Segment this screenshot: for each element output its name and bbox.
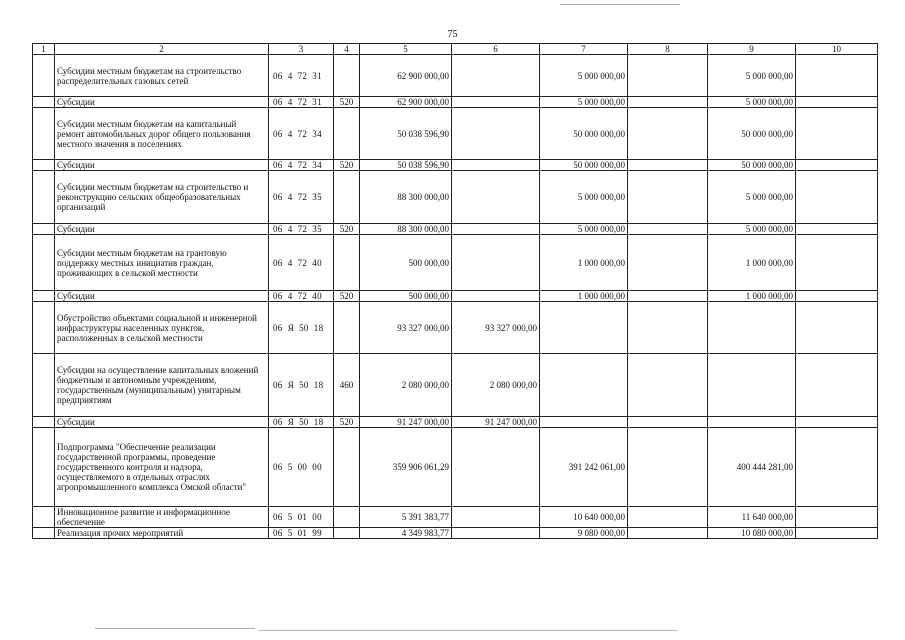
row-index-cell bbox=[33, 97, 55, 108]
row-code-cell: 06 4 72 31 bbox=[269, 97, 334, 108]
row-value-cell: 5 000 000,00 bbox=[540, 171, 628, 224]
row-value-cell: 93 327 000,00 bbox=[452, 302, 540, 354]
row-name-cell: Субсидии bbox=[55, 160, 269, 171]
row-name-cell: Субсидии местным бюджетам на капитальный ремонт автомобильных дорог общего пользования местного значения в поселениях bbox=[55, 108, 269, 160]
row-code-cell: 06 4 72 40 bbox=[269, 235, 334, 291]
table-row bbox=[33, 507, 878, 528]
row-value-cell bbox=[796, 507, 878, 528]
row-value-cell: 88 300 000,00 bbox=[360, 171, 452, 224]
row-index-cell bbox=[33, 417, 55, 428]
row-type-cell bbox=[334, 55, 360, 97]
row-value-cell bbox=[452, 528, 540, 539]
row-value-cell bbox=[540, 302, 628, 354]
row-value-cell bbox=[796, 224, 878, 235]
row-value-cell bbox=[628, 55, 708, 97]
row-value-cell: 400 444 281,00 bbox=[708, 428, 796, 507]
header-row bbox=[33, 44, 878, 55]
row-value-cell bbox=[628, 528, 708, 539]
row-type-cell bbox=[334, 507, 360, 528]
row-value-cell bbox=[628, 224, 708, 235]
column-header: 7 bbox=[540, 44, 628, 55]
row-value-cell bbox=[628, 171, 708, 224]
row-value-cell: 1 000 000,00 bbox=[540, 291, 628, 302]
row-value-cell: 62 900 000,00 bbox=[360, 55, 452, 97]
row-value-cell bbox=[452, 235, 540, 291]
row-index-cell bbox=[33, 160, 55, 171]
row-value-cell bbox=[628, 428, 708, 507]
row-value-cell bbox=[796, 302, 878, 354]
row-code-cell: 06 4 72 34 bbox=[269, 160, 334, 171]
row-value-cell bbox=[796, 55, 878, 97]
row-type-cell bbox=[334, 428, 360, 507]
row-code-cell: 06 4 72 40 bbox=[269, 291, 334, 302]
row-value-cell bbox=[796, 235, 878, 291]
row-value-cell bbox=[796, 171, 878, 224]
table-row bbox=[33, 291, 878, 302]
table-row bbox=[33, 171, 878, 224]
column-header: 1 bbox=[33, 44, 55, 55]
row-value-cell: 2 080 000,00 bbox=[360, 354, 452, 417]
column-header: 5 bbox=[360, 44, 452, 55]
row-code-cell: 06 4 72 35 bbox=[269, 224, 334, 235]
row-type-cell bbox=[334, 171, 360, 224]
table-row bbox=[33, 160, 878, 171]
row-type-cell: 520 bbox=[334, 417, 360, 428]
row-code-cell: 06 4 72 35 bbox=[269, 171, 334, 224]
row-name-cell: Субсидии bbox=[55, 291, 269, 302]
row-value-cell: 50 000 000,00 bbox=[708, 160, 796, 171]
column-header: 6 bbox=[452, 44, 540, 55]
scan-edge-line bbox=[560, 4, 680, 5]
row-value-cell bbox=[708, 302, 796, 354]
row-type-cell bbox=[334, 528, 360, 539]
row-type-cell: 520 bbox=[334, 291, 360, 302]
row-value-cell bbox=[708, 354, 796, 417]
table-row bbox=[33, 428, 878, 507]
row-value-cell bbox=[628, 97, 708, 108]
row-value-cell: 50 000 000,00 bbox=[540, 160, 628, 171]
row-value-cell: 5 000 000,00 bbox=[708, 171, 796, 224]
row-value-cell: 391 242 061,00 bbox=[540, 428, 628, 507]
column-header: 4 bbox=[334, 44, 360, 55]
column-header: 3 bbox=[269, 44, 334, 55]
column-header: 8 bbox=[628, 44, 708, 55]
row-value-cell: 359 906 061,29 bbox=[360, 428, 452, 507]
row-code-cell: 06 Я 50 18 bbox=[269, 354, 334, 417]
row-type-cell: 520 bbox=[334, 224, 360, 235]
row-index-cell bbox=[33, 108, 55, 160]
row-value-cell bbox=[452, 97, 540, 108]
row-index-cell bbox=[33, 354, 55, 417]
table-row bbox=[33, 224, 878, 235]
row-value-cell: 5 000 000,00 bbox=[540, 97, 628, 108]
row-code-cell: 06 4 72 34 bbox=[269, 108, 334, 160]
row-value-cell: 1 000 000,00 bbox=[708, 235, 796, 291]
row-value-cell bbox=[452, 291, 540, 302]
row-code-cell: 06 Я 50 18 bbox=[269, 417, 334, 428]
row-value-cell: 5 000 000,00 bbox=[540, 55, 628, 97]
row-value-cell: 500 000,00 bbox=[360, 291, 452, 302]
row-value-cell bbox=[540, 417, 628, 428]
row-value-cell: 500 000,00 bbox=[360, 235, 452, 291]
row-name-cell: Субсидии на осуществление капитальных вложений бюджетным и автономным учреждениям, государственным (муниципальным) унитарным предприятиям bbox=[55, 354, 269, 417]
row-index-cell bbox=[33, 428, 55, 507]
row-value-cell: 5 000 000,00 bbox=[708, 97, 796, 108]
row-value-cell bbox=[628, 160, 708, 171]
row-name-cell: Субсидии местным бюджетам на строительство распределительных газовых сетей bbox=[55, 55, 269, 97]
row-name-cell: Субсидии местным бюджетам на строительство и реконструкцию сельских общеобразовательных организаций bbox=[55, 171, 269, 224]
row-value-cell: 5 000 000,00 bbox=[540, 224, 628, 235]
row-value-cell: 11 640 000,00 bbox=[708, 507, 796, 528]
row-value-cell: 91 247 000,00 bbox=[452, 417, 540, 428]
row-value-cell: 2 080 000,00 bbox=[452, 354, 540, 417]
row-value-cell bbox=[628, 354, 708, 417]
row-value-cell bbox=[628, 507, 708, 528]
row-code-cell: 06 Я 50 18 bbox=[269, 302, 334, 354]
row-value-cell bbox=[628, 108, 708, 160]
budget-table bbox=[32, 43, 878, 539]
row-type-cell: 520 bbox=[334, 97, 360, 108]
row-value-cell bbox=[796, 108, 878, 160]
row-type-cell bbox=[334, 108, 360, 160]
row-index-cell bbox=[33, 507, 55, 528]
row-value-cell bbox=[796, 417, 878, 428]
row-index-cell bbox=[33, 224, 55, 235]
scan-edge-line bbox=[258, 630, 678, 631]
table-row bbox=[33, 528, 878, 539]
row-index-cell bbox=[33, 171, 55, 224]
row-value-cell: 50 000 000,00 bbox=[708, 108, 796, 160]
row-value-cell: 5 000 000,00 bbox=[708, 55, 796, 97]
scan-edge-line bbox=[95, 628, 255, 629]
table-row bbox=[33, 417, 878, 428]
row-type-cell: 460 bbox=[334, 354, 360, 417]
row-index-cell bbox=[33, 302, 55, 354]
row-code-cell: 06 5 01 99 bbox=[269, 528, 334, 539]
row-value-cell: 1 000 000,00 bbox=[708, 291, 796, 302]
column-header: 2 bbox=[55, 44, 269, 55]
page-number: 75 bbox=[447, 29, 458, 40]
row-name-cell: Обустройство объектами социальной и инженерной инфраструктуры населенных пунктов, расположенных в сельской местности bbox=[55, 302, 269, 354]
row-value-cell: 10 640 000,00 bbox=[540, 507, 628, 528]
row-value-cell: 88 300 000,00 bbox=[360, 224, 452, 235]
table-row bbox=[33, 55, 878, 97]
row-index-cell bbox=[33, 235, 55, 291]
row-type-cell bbox=[334, 235, 360, 291]
table-row bbox=[33, 354, 878, 417]
row-value-cell bbox=[452, 171, 540, 224]
row-name-cell: Субсидии bbox=[55, 97, 269, 108]
row-value-cell bbox=[796, 291, 878, 302]
row-value-cell: 5 391 383,77 bbox=[360, 507, 452, 528]
column-header: 10 bbox=[796, 44, 878, 55]
row-value-cell bbox=[452, 55, 540, 97]
row-value-cell bbox=[540, 354, 628, 417]
row-value-cell bbox=[452, 160, 540, 171]
row-value-cell: 10 080 000,00 bbox=[708, 528, 796, 539]
row-value-cell bbox=[796, 160, 878, 171]
row-value-cell: 4 349 983,77 bbox=[360, 528, 452, 539]
row-value-cell bbox=[628, 291, 708, 302]
row-value-cell bbox=[628, 417, 708, 428]
row-index-cell bbox=[33, 55, 55, 97]
row-value-cell bbox=[796, 97, 878, 108]
row-value-cell: 5 000 000,00 bbox=[708, 224, 796, 235]
row-value-cell bbox=[452, 224, 540, 235]
row-code-cell: 06 5 01 00 bbox=[269, 507, 334, 528]
row-name-cell: Субсидии bbox=[55, 224, 269, 235]
row-value-cell bbox=[452, 428, 540, 507]
row-code-cell: 06 4 72 31 bbox=[269, 55, 334, 97]
row-value-cell bbox=[452, 108, 540, 160]
table-row bbox=[33, 108, 878, 160]
column-header: 9 bbox=[708, 44, 796, 55]
row-type-cell: 520 bbox=[334, 160, 360, 171]
row-name-cell: Реализация прочих мероприятий bbox=[55, 528, 269, 539]
row-value-cell bbox=[452, 507, 540, 528]
row-value-cell: 93 327 000,00 bbox=[360, 302, 452, 354]
table-row bbox=[33, 302, 878, 354]
row-value-cell bbox=[708, 417, 796, 428]
row-value-cell: 50 000 000,00 bbox=[540, 108, 628, 160]
row-name-cell: Инновационное развитие и информационное обеспечение bbox=[55, 507, 269, 528]
row-value-cell bbox=[628, 235, 708, 291]
row-code-cell: 06 5 00 00 bbox=[269, 428, 334, 507]
row-value-cell: 50 038 596,90 bbox=[360, 160, 452, 171]
row-value-cell bbox=[796, 428, 878, 507]
row-value-cell bbox=[796, 354, 878, 417]
table-row bbox=[33, 97, 878, 108]
row-name-cell: Субсидии bbox=[55, 417, 269, 428]
row-value-cell: 50 038 596,90 bbox=[360, 108, 452, 160]
row-value-cell: 1 000 000,00 bbox=[540, 235, 628, 291]
table-row bbox=[33, 235, 878, 291]
row-value-cell bbox=[796, 528, 878, 539]
row-type-cell bbox=[334, 302, 360, 354]
row-value-cell: 9 080 000,00 bbox=[540, 528, 628, 539]
row-value-cell: 91 247 000,00 bbox=[360, 417, 452, 428]
row-name-cell: Подпрограмма "Обеспечение реализации государственной программы, проведение государственного контроля и надзора, осуществляемого в отдельных отраслях агропромышленного комплекса Омской области" bbox=[55, 428, 269, 507]
row-index-cell bbox=[33, 291, 55, 302]
row-index-cell bbox=[33, 528, 55, 539]
row-name-cell: Субсидии местным бюджетам на грантовую поддержку местных инициатив граждан, проживающих в сельской местности bbox=[55, 235, 269, 291]
row-value-cell bbox=[628, 302, 708, 354]
row-value-cell: 62 900 000,00 bbox=[360, 97, 452, 108]
